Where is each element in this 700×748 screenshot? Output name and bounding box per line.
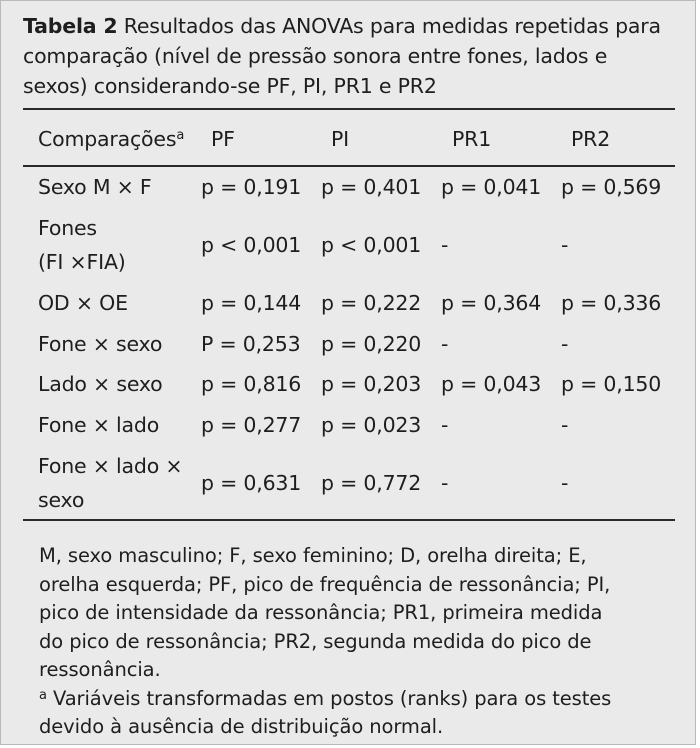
table-caption [23,11,678,101]
header-superscript: a [176,128,185,143]
cell-pf: p = 0,144 [201,291,302,315]
header-pf: PF [211,127,235,151]
cell-pi: p = 0,772 [321,471,422,495]
header-pi: PI [331,127,350,151]
cell-pi: p = 0,222 [321,291,422,315]
cell-pi: p = 0,203 [321,372,422,396]
cell-pr2: - [561,332,569,356]
cell-pr1: - [441,413,449,437]
row-label-line-2: (FI ×FIA) [38,250,126,274]
caption-line-3: sexos) considerando-se PF, PI, PR1 e PR2 [23,74,437,98]
notes-line-1: M, sexo masculino; F, sexo feminino; D, orelha direita; E, [39,544,587,567]
cell-pr1: - [441,471,449,495]
top-rule [23,108,675,110]
notes-line-2: orelha esquerda; PF, pico de frequência de ressonância; PI, [39,572,611,596]
cell-pi: p = 0,401 [321,175,422,199]
cell-pf: p = 0,191 [201,175,302,199]
header-pr1: PR1 [452,127,492,151]
cell-pr1: p = 0,041 [441,175,542,199]
cell-pr2: p = 0,336 [561,291,662,315]
header-pr2: PR2 [571,127,611,151]
cell-pr2: - [561,471,569,495]
bottom-rule [23,519,675,521]
cell-pr1: p = 0,364 [441,291,542,315]
cell-pf: p = 0,631 [201,471,302,495]
footnote-line-1: Variáveis transformadas em postos (ranks) para os testes [46,686,612,710]
cell-pf: p = 0,277 [201,413,302,437]
cell-pf: p < 0,001 [201,233,302,257]
row-label: Fone × lado [38,413,160,437]
cell-pr2: - [561,233,569,257]
cell-pf: p = 0,816 [201,372,302,396]
cell-pr2: - [561,413,569,437]
cell-pi: p = 0,220 [321,332,422,356]
cell-pi: p = 0,023 [321,413,422,437]
table-notes [39,542,679,742]
notes-line-5: ressonância. [39,658,161,681]
row-label: Lado × sexo [38,372,163,396]
row-label: Sexo M × F [38,175,152,199]
caption-line-2: comparação (nível de pressão sonora entre fones, lados e [23,44,608,68]
caption-line-1: Resultados das ANOVAs para medidas repetidas para [123,14,661,38]
cell-pr1: p = 0,043 [441,372,542,396]
row-label-line-1: Fones [38,216,97,240]
cell-pf: P = 0,253 [201,332,301,356]
footnote-line-2: devido à ausência de distribuição normal. [39,715,444,738]
cell-pr2: p = 0,150 [561,372,662,396]
footnote [39,685,679,714]
row-label-line-1: Fone × lado × [38,454,183,478]
notes-line-3: pico de intensidade da ressonância; PR1, primeira medida [39,601,603,624]
caption-label: Tabela 2 [23,14,118,38]
cell-pr1: - [441,332,449,356]
header-rule [23,165,675,167]
cell-pr1: - [441,233,449,257]
row-label: OD × OE [38,291,128,315]
header-comparacoes: Comparações$^a$ [38,127,185,151]
row-label-line-2: sexo [38,488,85,512]
row-label: Fone × sexo [38,332,163,356]
notes-line-4: do pico de ressonância; PR2, segunda medida do pico de [39,629,592,653]
cell-pr2: p = 0,569 [561,175,662,199]
footnote-mark: a [39,687,47,703]
cell-pi: p < 0,001 [321,233,422,257]
